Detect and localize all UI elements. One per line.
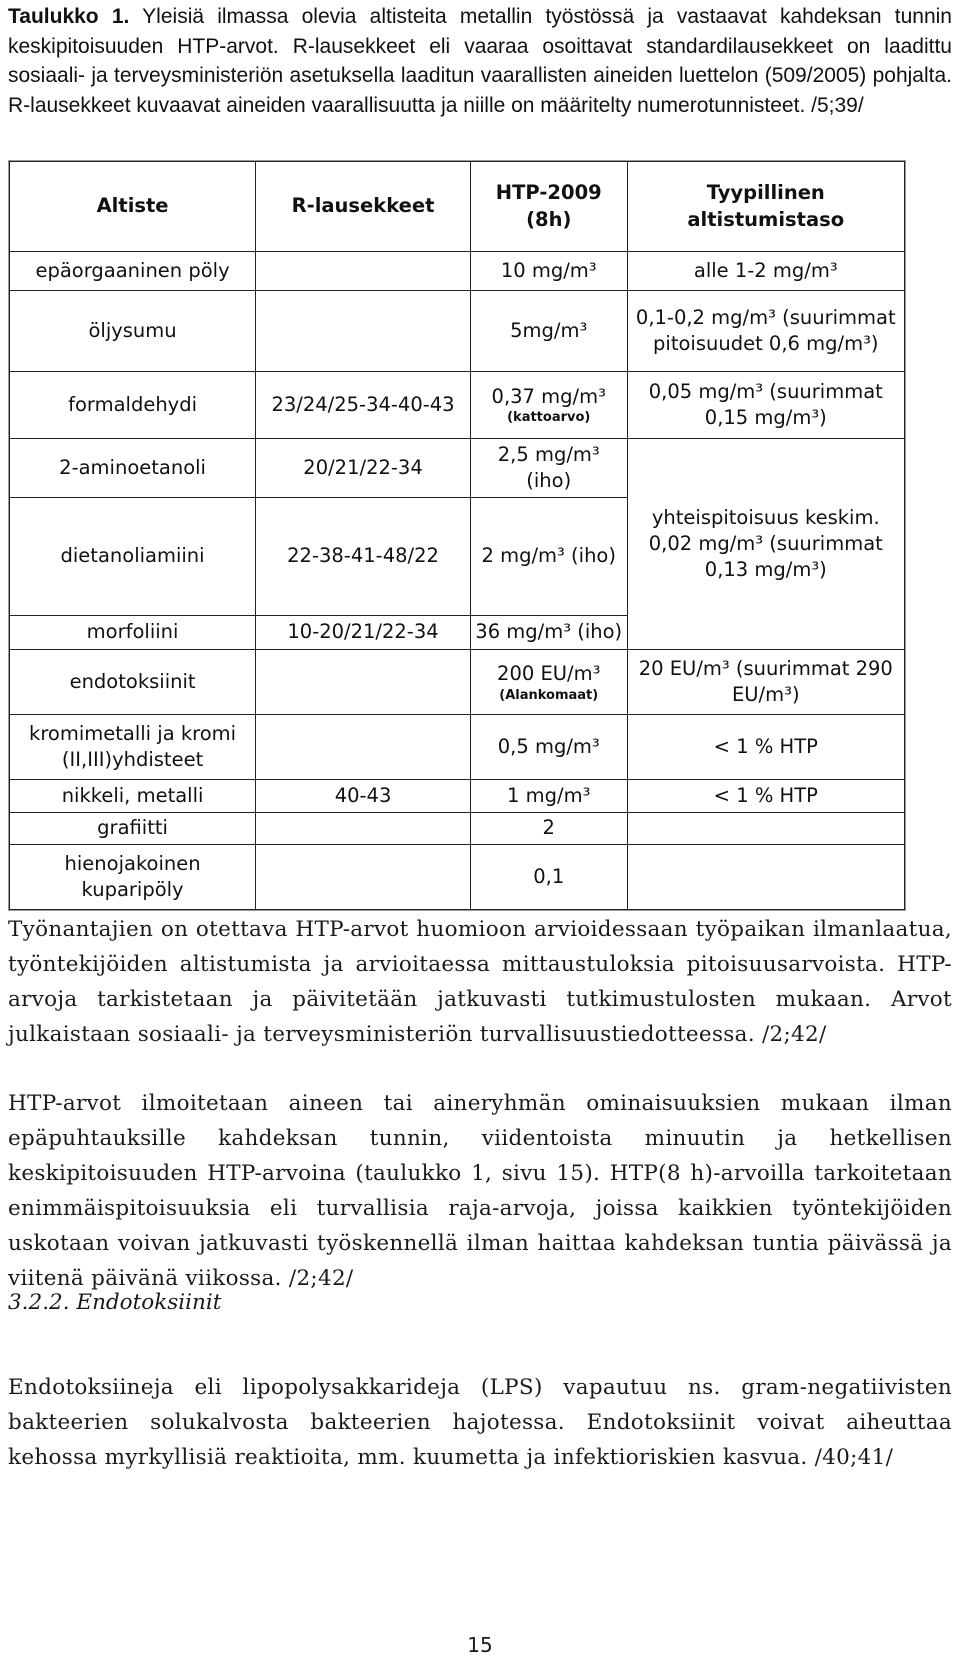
cell-altiste: kromimetalli ja kromi (II,III)yhdisteet — [10, 715, 256, 780]
section-heading: 3.2.2. Endotoksiinit — [8, 1290, 222, 1315]
cell-r — [256, 844, 471, 909]
cell-altiste: morfoliini — [10, 615, 256, 650]
htp-value: 200 EU/m³ — [497, 662, 601, 686]
table-row — [10, 439, 905, 498]
table-row — [10, 650, 905, 715]
cell-taso-merged: yhteispitoisuus keskim. 0,02 mg/m³ (suurimmat 0,13 mg/m³) — [627, 439, 904, 650]
cell-htp: 2 mg/m³ (iho) — [470, 497, 627, 615]
cell-htp — [470, 650, 627, 715]
cell-taso: < 1 % HTP — [627, 780, 904, 813]
cell-htp: 1 mg/m³ — [470, 780, 627, 813]
cell-r — [256, 650, 471, 715]
htp-value: 0,37 mg/m³ — [491, 385, 606, 409]
cell-r — [256, 813, 471, 845]
cell-altiste: endotoksiinit — [10, 650, 256, 715]
htp-note: (kattoarvo) — [507, 410, 591, 426]
cell-taso: < 1 % HTP — [627, 715, 904, 780]
cell-r: 20/21/22-34 — [256, 439, 471, 498]
cell-htp: 10 mg/m³ — [470, 252, 627, 291]
paragraph-htp-use: Työnantajien on otettava HTP-arvot huomioon arvioidessaan työpaikan ilmanlaatua, työntekijöiden altistumista ja arvioitaessa mittaustuloksia pitoisuusarvoista. HTP-arvoja tarkistetaan ja päivitetään jatkuvasti tutkimustulosten mukaan. Arvot julkaistaan sosiaali- ja terveysministeriön turvallisuustiedotteessa. /2;42/ — [8, 917, 952, 1047]
cell-altiste: epäorgaaninen pöly — [10, 252, 256, 291]
table-row — [10, 813, 905, 845]
cell-r — [256, 290, 471, 371]
header-altiste: Altiste — [10, 162, 256, 252]
cell-altiste: formaldehydi — [10, 372, 256, 439]
cell-altiste: öljysumu — [10, 290, 256, 371]
cell-taso: 0,05 mg/m³ (suurimmat 0,15 mg/m³) — [627, 372, 904, 439]
cell-htp: 0,5 mg/m³ — [470, 715, 627, 780]
cell-taso — [627, 844, 904, 909]
cell-r: 23/24/25-34-40-43 — [256, 372, 471, 439]
header-taso: Tyypillinen altistumistaso — [627, 162, 904, 252]
cell-r — [256, 715, 471, 780]
cell-altiste: 2-aminoetanoli — [10, 439, 256, 498]
cell-taso: alle 1-2 mg/m³ — [627, 252, 904, 291]
cell-htp: 2 — [470, 813, 627, 845]
cell-htp: 2,5 mg/m³ (iho) — [470, 439, 627, 498]
cell-altiste: dietanoliamiini — [10, 497, 256, 615]
cell-altiste: grafiitti — [10, 813, 256, 845]
cell-taso — [627, 813, 904, 845]
header-r-lausekkeet: R-lausekkeet — [256, 162, 471, 252]
cell-r: 22-38-41-48/22 — [256, 497, 471, 615]
table-caption — [8, 2, 952, 120]
cell-altiste: hienojakoinen kuparipöly — [10, 844, 256, 909]
cell-taso: 0,1-0,2 mg/m³ (suurimmat pitoisuudet 0,6 mg/m³) — [627, 290, 904, 371]
paragraph-htp-definition: HTP-arvot ilmoitetaan aineen tai aineryhmän ominaisuuksien mukaan ilman epäpuhtauksille kahdeksan tunnin, viidentoista minuutin ja hetkellisen keskipitoisuuden HTP-arvoina (taulukko 1, sivu 15). HTP(8 h)-arvoilla tarkoitetaan enimmäispitoisuuksia eli turvallisia raja-arvoja, joissa kaikkien työntekijöiden uskotaan voivan jatkuvasti työskennellä ilman haittaa kahdeksan tuntia päivässä ja viitenä päivänä viikossa. /2;42/ — [8, 1091, 952, 1291]
header-htp: HTP-2009 (8h) — [470, 162, 627, 252]
caption-label: Taulukko 1. — [8, 5, 130, 28]
cell-r: 40-43 — [256, 780, 471, 813]
exposure-table — [9, 161, 905, 910]
htp-note: (Alankomaat) — [499, 687, 599, 703]
cell-htp — [470, 372, 627, 439]
table-row — [10, 252, 905, 291]
cell-altiste: nikkeli, metalli — [10, 780, 256, 813]
page-number: 15 — [467, 1633, 493, 1657]
table-row — [10, 290, 905, 371]
cell-r — [256, 252, 471, 291]
table-row — [10, 715, 905, 780]
cell-htp: 5mg/m³ — [470, 290, 627, 371]
table-header-row — [10, 162, 905, 252]
cell-htp: 0,1 — [470, 844, 627, 909]
table-row — [10, 372, 905, 439]
table-row — [10, 844, 905, 909]
exposure-table-image — [8, 160, 906, 911]
caption-text: Yleisiä ilmassa olevia altisteita metallin työstössä ja vastaavat kahdeksan tunnin keskipitoisuuden HTP-arvot. R-lausekkeet eli vaaraa osoittavat standardilausekkeet on laadittu sosiaali- ja terveysministeriön asetuksella laaditun vaarallisten aineiden luettelon (509/2005) pohjalta. R-lausekkeet kuvaavat aineiden vaarallisuutta ja niille on määritelty numerotunnisteet. /5;39/ — [8, 5, 952, 117]
cell-r: 10-20/21/22-34 — [256, 615, 471, 650]
paragraph-endotoxins: Endotoksiineja eli lipopolysakkarideja (LPS) vapautuu ns. gram-negatiivisten bakteerien solukalvosta bakteerien hajotessa. Endotoksiinit voivat aiheuttaa kehossa myrkyllisiä reaktioita, mm. kuumetta ja infektioriskien kasvua. /40;41/ — [8, 1375, 952, 1470]
cell-taso: 20 EU/m³ (suurimmat 290 EU/m³) — [627, 650, 904, 715]
cell-htp: 36 mg/m³ (iho) — [470, 615, 627, 650]
table-row — [10, 780, 905, 813]
